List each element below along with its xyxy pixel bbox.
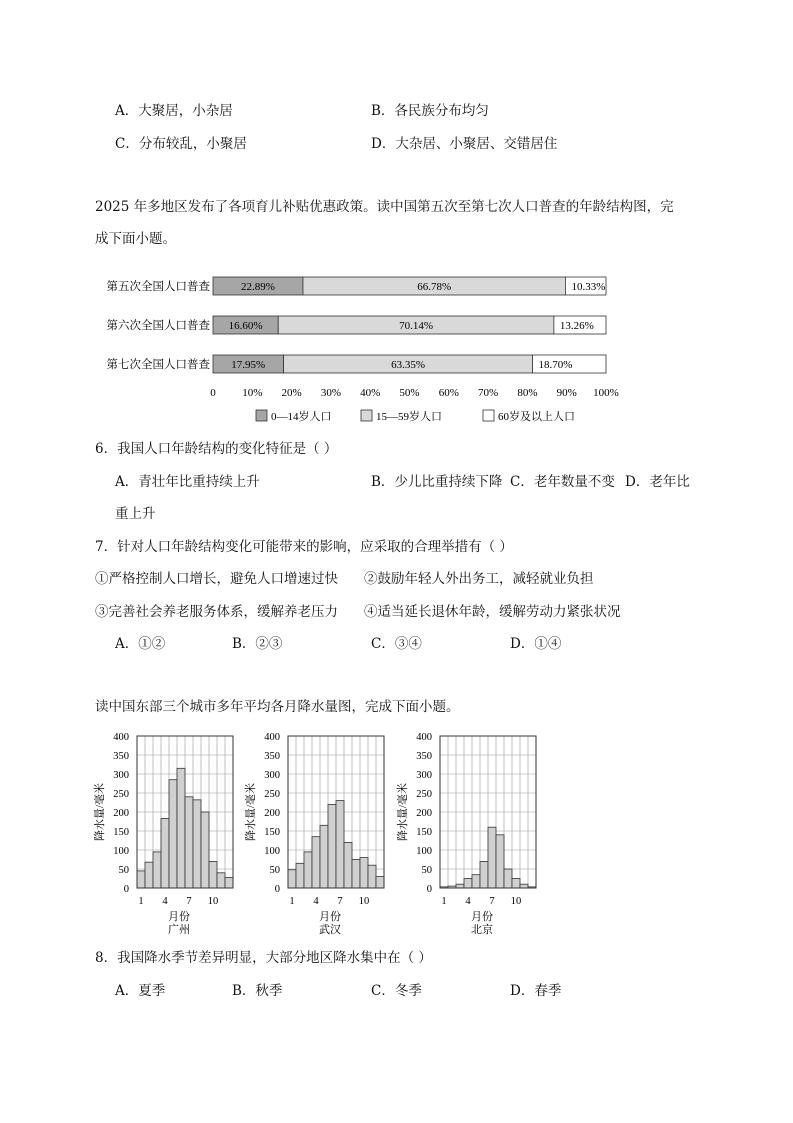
y-tick-label: 200 <box>416 808 432 819</box>
precip-bar <box>344 842 352 888</box>
q7-option-b: B．②③ <box>232 636 283 652</box>
precip-bar <box>201 812 209 888</box>
legend-swatch <box>483 410 494 421</box>
y-tick-label: 0 <box>274 884 280 895</box>
y-tick-label: 100 <box>264 846 280 857</box>
x-tick-label: 7 <box>186 896 192 907</box>
precip-bar <box>145 862 153 888</box>
x-tick-label: 30% <box>320 387 341 399</box>
x-tick-label: 7 <box>489 896 495 907</box>
q6-stem: 6．我国人口年龄结构的变化特征是（ ） <box>95 441 338 457</box>
precip-bar <box>472 875 480 888</box>
x-tick-label: 10 <box>207 896 219 907</box>
x-axis-label: 月份 <box>471 911 493 923</box>
legend-label: 15—59岁人口 <box>376 411 442 423</box>
precip-bar <box>217 873 225 888</box>
precip-bar <box>480 861 488 888</box>
q7-statement-2: ②鼓励年轻人外出务工，减轻就业负担 <box>364 571 594 587</box>
y-tick-label: 100 <box>113 846 129 857</box>
x-tick-label: 10% <box>242 387 263 399</box>
x-tick-label: 4 <box>162 896 168 907</box>
q8-stem: 8．我国降水季节差异明显，大部分地区降水集中在（ ） <box>95 950 432 966</box>
precip-bar <box>169 780 177 888</box>
y-tick-label: 250 <box>416 789 432 800</box>
y-axis-label: 降水量/毫米 <box>245 782 257 842</box>
precip-bar <box>456 884 464 888</box>
precip-bar <box>304 852 312 888</box>
y-axis-label: 降水量/毫米 <box>94 782 106 842</box>
precip-bar <box>336 801 344 888</box>
data-label: 17.95% <box>231 359 266 371</box>
precip-bar <box>193 800 201 888</box>
q8-option-b: B．秋季 <box>232 983 283 999</box>
precip-bar <box>512 879 520 889</box>
y-tick-label: 300 <box>264 770 280 781</box>
census-label: 第五次全国人口普查 <box>106 281 210 293</box>
x-tick-label: 70% <box>478 387 499 399</box>
q6-option-d: D．老年比 <box>625 474 690 490</box>
precip-bar <box>312 837 320 888</box>
x-tick-label: 40% <box>360 387 381 399</box>
x-tick-label: 90% <box>556 387 577 399</box>
precip-bar <box>137 871 145 888</box>
data-label: 10.33% <box>571 281 606 293</box>
x-axis-label: 月份 <box>319 911 341 923</box>
precip-bar <box>488 827 496 888</box>
y-tick-label: 400 <box>264 732 280 743</box>
data-label: 18.70% <box>538 359 573 371</box>
q5-option-a: A．大聚居，小杂居 <box>115 103 233 119</box>
data-label: 70.14% <box>399 320 434 332</box>
q5-option-b: B．各民族分布均匀 <box>371 103 489 119</box>
x-tick-label: 1 <box>441 896 447 907</box>
y-tick-label: 250 <box>113 789 129 800</box>
q6-option-a: A．青壮年比重持续上升 <box>115 474 260 490</box>
legend-label: 60岁及以上人口 <box>498 411 575 423</box>
precip-bar <box>464 879 472 889</box>
x-tick-label: 4 <box>313 896 319 907</box>
legend-swatch <box>361 410 372 421</box>
precip-bar <box>368 865 376 888</box>
q6-option-b: B．少儿比重持续下降 <box>371 474 503 490</box>
y-tick-label: 100 <box>416 846 432 857</box>
q7-statement-1: ①严格控制人口增长，避免人口增速过快 <box>95 571 338 587</box>
y-tick-label: 0 <box>123 884 129 895</box>
y-tick-label: 50 <box>269 865 280 876</box>
precip-bar <box>496 835 504 888</box>
precip-bar <box>328 804 336 888</box>
x-axis-label: 月份 <box>168 911 190 923</box>
data-label: 63.35% <box>391 359 425 371</box>
q6-option-c: C．老年数量不变 <box>510 474 615 490</box>
precip-bar <box>209 861 217 888</box>
precip-bar <box>177 768 185 888</box>
city-name: 武汉 <box>319 924 341 936</box>
precip-bar <box>225 877 233 888</box>
y-tick-label: 300 <box>113 770 129 781</box>
q7-statement-4: ④适当延长退休年龄，缓解劳动力紧张状况 <box>364 604 621 620</box>
precip-bar <box>520 884 528 888</box>
city-name: 广州 <box>168 924 190 936</box>
x-tick-label: 7 <box>337 896 343 907</box>
x-tick-label: 10 <box>510 896 522 907</box>
census-label: 第六次全国人口普查 <box>106 320 210 332</box>
precip-bar <box>288 870 296 888</box>
y-tick-label: 400 <box>113 732 129 743</box>
y-axis-label: 降水量/毫米 <box>397 782 409 842</box>
legend-label: 0—14岁人口 <box>271 411 332 423</box>
y-tick-label: 350 <box>264 751 280 762</box>
data-label: 16.60% <box>228 320 263 332</box>
city-name: 北京 <box>471 924 493 936</box>
x-tick-label: 50% <box>399 387 420 399</box>
q6-option-d-cont: 重上升 <box>115 506 156 522</box>
precip-bar <box>376 877 384 888</box>
q5-option-c: C．分布较乱，小聚居 <box>115 136 247 152</box>
x-tick-label: 1 <box>289 896 295 907</box>
x-tick-label: 1 <box>138 896 144 907</box>
precip-bar <box>185 797 193 888</box>
precip-bar <box>352 860 360 889</box>
y-tick-label: 150 <box>416 827 432 838</box>
q8-option-c: C．冬季 <box>371 983 422 999</box>
intro2-paragraph: 读中国东部三个城市多年平均各月降水量图，完成下面小题。 <box>95 699 460 715</box>
monthly-precipitation-charts <box>90 725 550 940</box>
y-tick-label: 300 <box>416 770 432 781</box>
data-label: 22.89% <box>241 281 275 293</box>
precip-bar <box>504 869 512 888</box>
age-structure-chart <box>90 268 650 433</box>
x-tick-label: 0 <box>210 387 216 399</box>
x-tick-label: 10 <box>358 896 370 907</box>
y-tick-label: 50 <box>118 865 129 876</box>
q7-statement-3: ③完善社会养老服务体系，缓解养老压力 <box>95 604 338 620</box>
precip-bar <box>296 863 304 888</box>
y-tick-label: 150 <box>264 827 280 838</box>
q8-option-a: A．夏季 <box>115 983 166 999</box>
q7-stem: 7．针对人口年龄结构变化可能带来的影响，应采取的合理举措有（ ） <box>95 539 513 555</box>
q5-option-d: D．大杂居、小聚居、交错居住 <box>371 136 558 152</box>
q7-option-c: C．③④ <box>371 636 422 652</box>
x-tick-label: 20% <box>281 387 302 399</box>
y-tick-label: 350 <box>113 751 129 762</box>
intro-paragraph-line1: 2025 年多地区发布了各项育儿补贴优惠政策。读中国第五次至第七次人口普查的年龄结构图，完 <box>95 199 674 215</box>
q7-option-d: D．①④ <box>510 636 562 652</box>
y-tick-label: 250 <box>264 789 280 800</box>
x-tick-label: 80% <box>517 387 538 399</box>
census-label: 第七次全国人口普查 <box>106 359 210 371</box>
data-label: 13.26% <box>559 320 594 332</box>
q8-option-d: D．春季 <box>510 983 562 999</box>
x-tick-label: 4 <box>465 896 471 907</box>
precip-bar <box>161 818 169 888</box>
y-tick-label: 400 <box>416 732 432 743</box>
precip-bar <box>153 852 161 888</box>
y-tick-label: 200 <box>264 808 280 819</box>
q7-option-a: A．①② <box>115 636 166 652</box>
x-tick-label: 60% <box>438 387 459 399</box>
y-tick-label: 350 <box>416 751 432 762</box>
precip-bar <box>360 858 368 888</box>
intro-paragraph-line2: 成下面小题。 <box>95 231 176 247</box>
data-label: 66.78% <box>417 281 452 293</box>
y-tick-label: 150 <box>113 827 129 838</box>
x-tick-label: 100% <box>593 387 619 399</box>
y-tick-label: 200 <box>113 808 129 819</box>
y-tick-label: 50 <box>421 865 432 876</box>
y-tick-label: 0 <box>426 884 432 895</box>
legend-swatch <box>256 410 267 421</box>
precip-bar <box>320 825 328 888</box>
